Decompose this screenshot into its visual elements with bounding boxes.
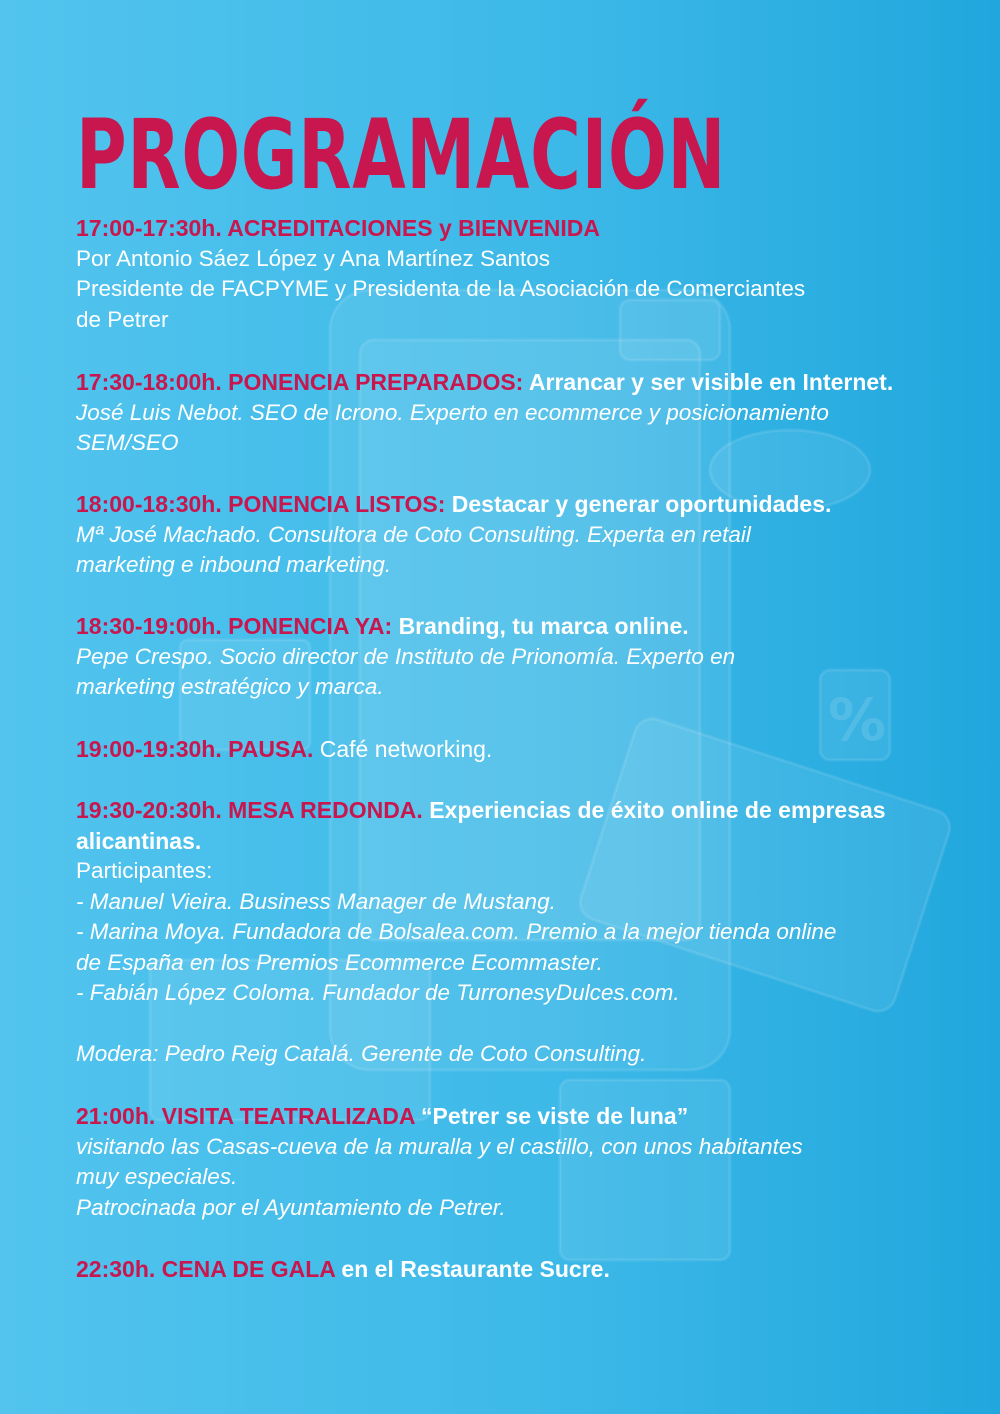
page-title: PROGRAMACIÓN: [76, 99, 727, 211]
percent-icon: %: [828, 686, 887, 754]
agenda-item-visita: [76, 1101, 956, 1223]
agenda-detail: Patrocinada por el Ayuntamiento de Petrer.: [76, 1194, 506, 1220]
moderator-line: Modera: Pedro Reig Catalá. Gerente de Coto Consulting.: [76, 1040, 647, 1066]
agenda-time: 21:00h.: [76, 1103, 156, 1129]
agenda-detail: muy especiales.: [76, 1164, 238, 1189]
agenda-item-preparados: [76, 367, 956, 459]
agenda-time: 18:00-18:30h.: [76, 491, 222, 517]
agenda-topic: Café networking.: [319, 736, 493, 762]
agenda-detail: Mª José Machado. Consultora de Coto Consulting. Experta en retail: [76, 521, 751, 547]
agenda-time: 19:30-20:30h.: [76, 797, 222, 823]
agenda-item-heading: [76, 367, 956, 398]
agenda-detail: visitando las Casas-cueva de la muralla y el castillo, con unos habitantes: [76, 1133, 803, 1159]
agenda-time: 22:30h.: [76, 1256, 156, 1282]
agenda-time: 17:30-18:00h.: [76, 369, 222, 395]
agenda-detail: José Luis Nebot. SEO de Icrono. Experto en ecommerce y posicionamiento: [76, 399, 829, 425]
participants-intro: Participantes:: [76, 858, 213, 883]
agenda-topic: Destacar y generar oportunidades.: [451, 491, 832, 517]
agenda-item-mesa-redonda: [76, 795, 956, 1069]
agenda-item-heading: [76, 489, 956, 520]
agenda-detail: marketing estratégico y marca.: [76, 674, 384, 699]
agenda-label: ACREDITACIONES y BIENVENIDA: [227, 215, 601, 241]
agenda-label: PONENCIA LISTOS:: [228, 491, 446, 517]
agenda-time: 19:00-19:30h.: [76, 736, 222, 762]
agenda-topic: en el Restaurante Sucre.: [341, 1256, 610, 1282]
participant-item: - Marina Moya. Fundadora de Bolsalea.com. Premio a la mejor tienda online: [76, 919, 837, 944]
agenda-topic: “Petrer se viste de luna”: [421, 1103, 689, 1129]
agenda-time: 17:00-17:30h.: [76, 215, 222, 241]
agenda-item-heading: [76, 213, 956, 244]
participant-item: - Fabián López Coloma. Fundador de TurronesyDulces.com.: [76, 980, 680, 1005]
agenda-detail: marketing e inbound marketing.: [76, 552, 392, 577]
agenda-detail: SEM/SEO: [76, 430, 179, 455]
agenda-item-welcome: [76, 213, 956, 335]
agenda-label: PONENCIA YA:: [228, 613, 393, 639]
agenda-item-cena: [76, 1254, 956, 1285]
agenda-item-heading: [76, 795, 956, 856]
agenda-item-heading: [76, 611, 956, 642]
agenda-item-heading: [76, 734, 956, 765]
agenda-topic: Branding, tu marca online.: [398, 613, 689, 639]
agenda-label: VISITA TEATRALIZADA: [161, 1103, 415, 1129]
agenda-item-ya: [76, 611, 956, 703]
agenda-label: PONENCIA PREPARADOS:: [228, 369, 524, 395]
agenda-detail: de Petrer: [76, 306, 169, 332]
agenda-topic: Experiencias de éxito online de empresas alicantinas.: [76, 797, 886, 854]
agenda-item-pausa: [76, 734, 956, 765]
agenda-label: PAUSA.: [228, 736, 314, 762]
agenda-topic: Arrancar y ser visible en Internet.: [528, 369, 894, 395]
agenda-detail: Pepe Crespo. Socio director de Instituto de Prionomía. Experto en: [76, 643, 736, 669]
agenda-detail: Presidente de FACPYME y Presidenta de la Asociación de Comerciantes: [76, 276, 806, 301]
agenda-detail: Por Antonio Sáez López y Ana Martínez Santos: [76, 245, 551, 271]
agenda-item-heading: [76, 1254, 956, 1285]
agenda-item-listos: [76, 489, 956, 581]
agenda-item-heading: [76, 1101, 956, 1132]
participant-item: de España en los Premios Ecommerce Ecommaster.: [76, 949, 603, 975]
agenda-label: CENA DE GALA: [161, 1256, 336, 1282]
agenda-time: 18:30-19:00h.: [76, 613, 222, 639]
participant-item: - Manuel Vieira. Business Manager de Mustang.: [76, 888, 556, 914]
agenda-label: MESA REDONDA.: [228, 797, 423, 823]
